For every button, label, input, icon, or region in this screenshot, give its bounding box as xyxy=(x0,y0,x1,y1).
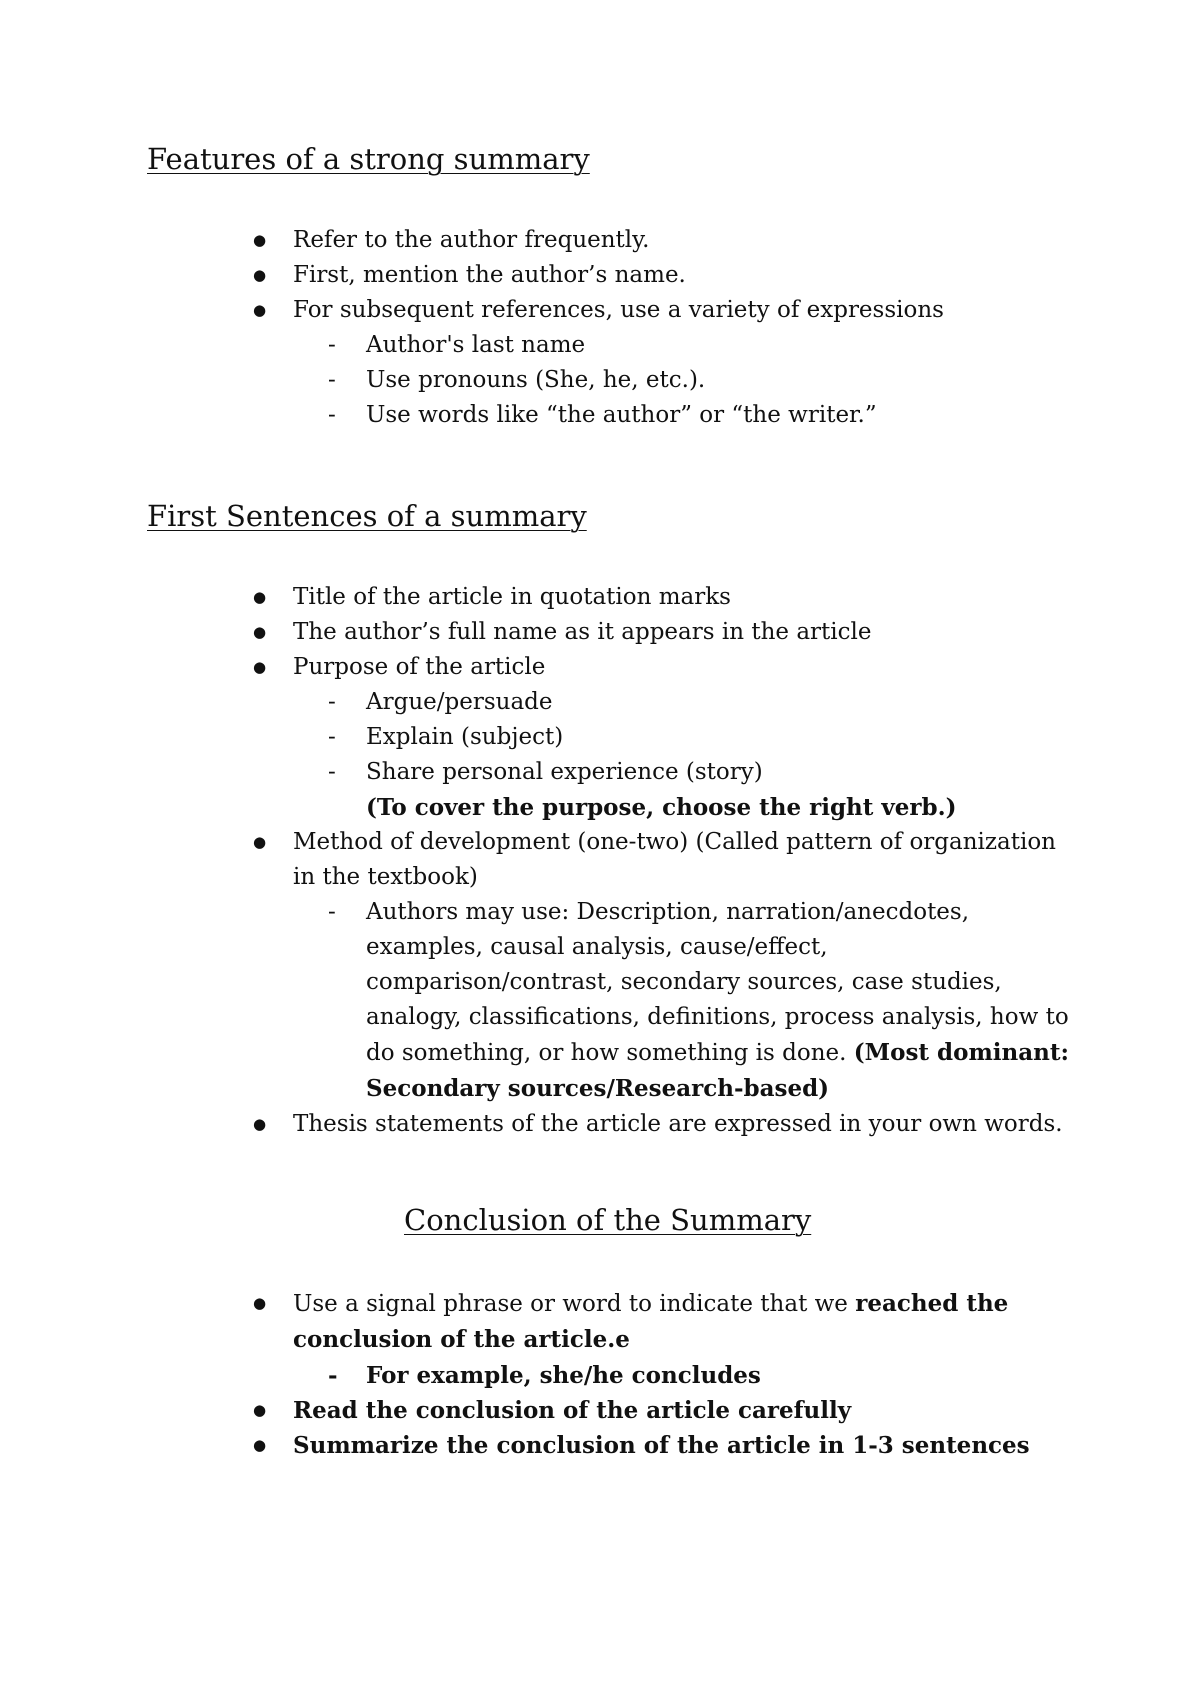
sub-list xyxy=(293,1358,1073,1393)
first-sentences-list xyxy=(253,580,1073,1142)
sub-item: - Author's last name xyxy=(293,328,1073,363)
sub-item: - Use words like “the author” or “the writer.” xyxy=(293,398,1073,433)
list-item-text: Method of development (one-two) (Called pattern of organization in the textbook) xyxy=(293,829,1056,890)
list-item: ● Title of the article in quotation marks xyxy=(253,580,1073,615)
list-item: ● Read the conclusion of the article carefully xyxy=(253,1393,1073,1428)
heading-conclusion: Conclusion of the Summary xyxy=(404,1203,812,1237)
sub-item: - Argue/persuade xyxy=(293,685,1073,720)
conclusion-list xyxy=(253,1286,1073,1463)
heading-first-sentences: First Sentences of a summary xyxy=(147,499,587,533)
sub-item: - Explain (subject) xyxy=(293,720,1073,755)
list-item: ● First, mention the author’s name. xyxy=(253,258,1073,293)
heading-features: Features of a strong summary xyxy=(147,142,590,176)
list-item-text: Use a signal phrase or word to indicate that we xyxy=(293,1291,856,1317)
purpose-note: (To cover the purpose, choose the right verb.) xyxy=(366,794,957,821)
list-item xyxy=(253,650,1073,825)
sub-item: - Use pronouns (She, he, etc.). xyxy=(293,363,1073,398)
list-item xyxy=(253,293,1073,433)
list-item: ● Refer to the author frequently. xyxy=(253,223,1073,258)
sub-list xyxy=(293,895,1073,1107)
sub-item xyxy=(293,895,1073,1107)
sub-list xyxy=(293,685,1073,790)
sub-list xyxy=(293,328,1073,433)
sub-item-bold-text: (Most dominant: Secondary sources/Research-based) xyxy=(366,1039,1069,1102)
list-item: ● Summarize the conclusion of the article in 1-3 sentences xyxy=(253,1428,1073,1463)
list-item-text: For subsequent references, use a variety of expressions xyxy=(293,297,944,323)
list-item: ● The author’s full name as it appears in the article xyxy=(253,615,1073,650)
list-item xyxy=(253,1286,1073,1393)
features-list xyxy=(253,223,1073,433)
list-item: ● Thesis statements of the article are expressed in your own words. xyxy=(253,1107,1073,1142)
sub-item: - For example, she/he concludes xyxy=(293,1358,1073,1393)
list-item-bold-text: reached the conclusion of the article.e xyxy=(293,1290,1009,1353)
list-item xyxy=(253,825,1073,1107)
sub-item-text: Authors may use: Description, narration/anecdotes, examples, causal analysis, cause/effect, comparison/contrast, secondary sources, case studies, analogy, classifications, definitions, process analysis, how to do something, or how something is done. xyxy=(366,899,1069,1066)
sub-item: - Share personal experience (story) xyxy=(293,755,1073,790)
list-item-text: Purpose of the article xyxy=(293,654,546,680)
